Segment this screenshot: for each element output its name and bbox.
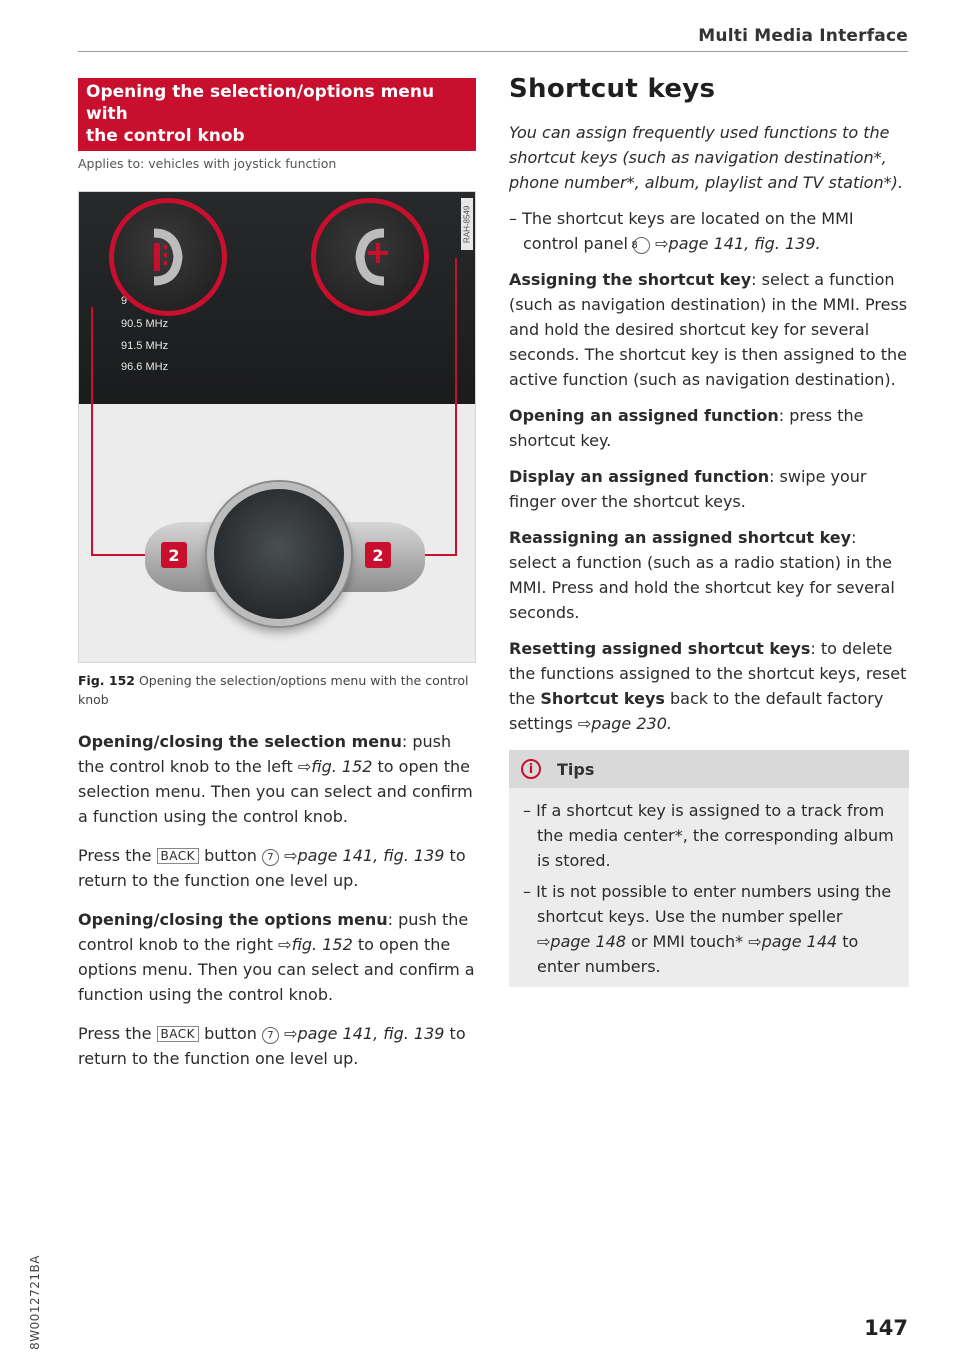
circled-number: 7	[262, 849, 279, 866]
fig-ref-link[interactable]: fig. 152	[291, 935, 353, 954]
page-ref-link[interactable]: page 230.	[591, 714, 672, 733]
circled-number: 7	[262, 1027, 279, 1044]
section-heading: Opening the selection/options menu with the control knob	[78, 78, 476, 151]
push-right-badge: 2	[365, 542, 391, 568]
page-number: 147	[864, 1316, 908, 1340]
fig-ref-link[interactable]: fig. 152	[311, 757, 373, 776]
paragraph-resetting: Resetting assigned shortcut keys: to delete the functions assigned to the shortcut keys, reset the Shortcut keys back to the default factory settings ⇨page 230.	[509, 639, 907, 733]
back-key: BACK	[157, 848, 199, 864]
paragraph-display: Display an assigned function: swipe your finger over the shortcut keys.	[509, 467, 867, 511]
tips-box	[509, 750, 909, 987]
callout-line-left	[91, 307, 93, 555]
freq-item: 91.5 MHz	[121, 340, 169, 352]
paragraph-reassigning: Reassigning an assigned shortcut key: select a function (such as a radio station) in the MMI. Press and hold the shortcut key for several seconds.	[509, 528, 895, 622]
section-title: Multi Media Interface	[698, 26, 908, 46]
caption-label: Fig. 152	[78, 673, 135, 688]
back-key: BACK	[157, 1026, 199, 1042]
figure-caption	[78, 671, 476, 709]
options-plus-icon	[316, 203, 424, 311]
freq-item: 96.6 MHz	[121, 361, 169, 373]
paragraph-back-2: Press the BACK button 7 ⇨page 141, fig. 139 to return to the function one level up.	[78, 1024, 466, 1068]
push-left-badge: 2	[161, 542, 187, 568]
page-ref-link[interactable]: page 144	[761, 932, 838, 951]
right-column	[509, 74, 909, 987]
paragraph-opening: Opening an assigned function: press the shortcut key.	[509, 406, 864, 450]
paragraph-back-1: Press the BACK button 7 ⇨page 141, fig. 139 to return to the function one level up.	[78, 846, 466, 890]
header-rule	[78, 51, 908, 52]
options-zoom-circle	[311, 198, 429, 316]
paragraph-assigning: Assigning the shortcut key: select a function (such as navigation destination) in the MMI. Press and hold the desired shortcut key for several seconds. The shortcut key is then assigned to the active function (such as navigation destination).	[509, 270, 908, 389]
page-ref-link[interactable]: page 141, fig. 139.	[668, 234, 821, 253]
section-title-shortcut-keys: Shortcut keys	[509, 74, 716, 104]
left-column	[78, 78, 476, 1071]
document-code: 8W0012721BA	[28, 1255, 42, 1350]
applies-note: Applies to: vehicles with joystick function	[78, 156, 337, 171]
freq-item: 90.5 MHz	[121, 318, 169, 330]
callout-line-right	[455, 258, 457, 555]
control-knob	[207, 482, 351, 626]
freq-partial: 9	[121, 295, 128, 307]
caption-text: Opening the selection/options menu with the control knob	[78, 673, 469, 707]
paragraph-selection-menu: Opening/closing the selection menu: push the control knob to the left ⇨fig. 152 to open the selection menu. Then you can select and confirm a function using the control knob.	[78, 732, 473, 826]
menu-zoom-circle	[109, 198, 227, 316]
paragraph-options-menu: Opening/closing the options menu: push the control knob to the right ⇨fig. 152 to open the options menu. Then you can select and confirm a function using the control knob.	[78, 910, 475, 1004]
circled-number: 8	[633, 237, 650, 254]
tips-label: Tips	[557, 759, 595, 779]
tips-body	[509, 788, 909, 987]
tip-item: – It is not possible to enter numbers using the shortcut keys. Use the number speller ⇨page 148 or MMI touch* ⇨page 144 to enter numbers.	[523, 882, 892, 976]
tip-item: – If a shortcut key is assigned to a track from the media center*, the corresponding album is stored.	[523, 801, 894, 870]
page-ref-link[interactable]: page 141, fig. 139	[297, 846, 445, 865]
page-ref-link[interactable]: page 141, fig. 139	[297, 1024, 445, 1043]
info-icon: i	[521, 759, 541, 779]
intro-text: You can assign frequently used functions to the shortcut keys (such as navigation destination*, phone number*, album, playlist and TV station*).	[509, 123, 903, 192]
figure-tag: RAH-8549	[461, 198, 473, 250]
page-ref-link[interactable]: page 148	[550, 932, 626, 951]
tips-header	[509, 750, 909, 788]
menu-list-icon	[114, 203, 222, 311]
figure-152	[78, 191, 476, 663]
bullet-control-panel: – The shortcut keys are located on the MMI control panel 8 ⇨page 141, fig. 139.	[509, 209, 854, 253]
